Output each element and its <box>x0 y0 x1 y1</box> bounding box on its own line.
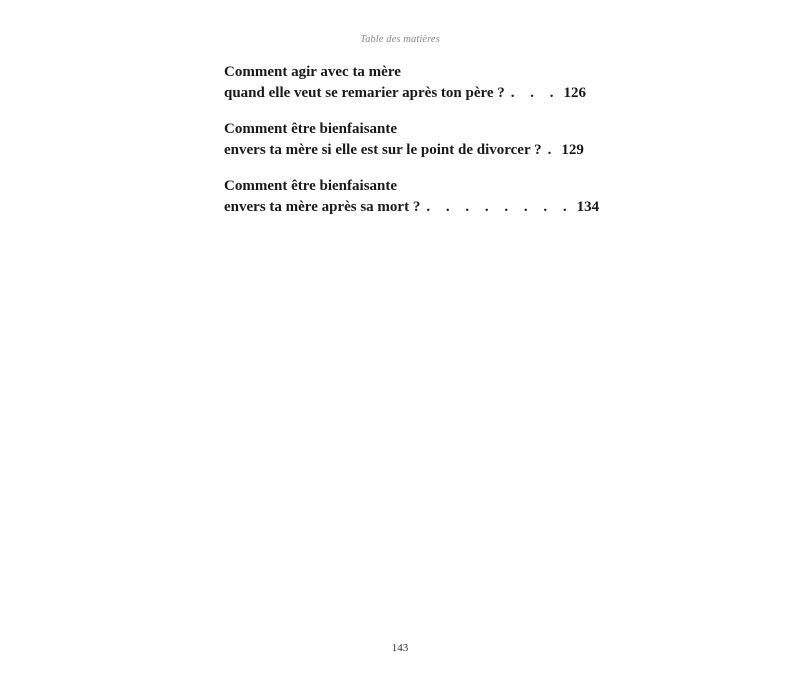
toc-page-number: 134 <box>576 199 600 215</box>
toc-entry[interactable] <box>224 62 587 104</box>
running-header: Table des matières <box>360 34 440 45</box>
toc-entry-title-line: Comment être bienfaisante <box>224 178 398 194</box>
dot-leader: . <box>547 142 558 158</box>
toc-entry-title-line: Comment être bienfaisante <box>224 121 398 137</box>
toc-entry-title-line: envers ta mère après sa mort ? <box>224 199 421 215</box>
toc-entry-title-line: quand elle veut se remarier après ton père ? <box>224 85 505 101</box>
dot-leader: . . . . . . . . <box>426 199 573 215</box>
table-of-contents <box>224 62 600 233</box>
toc-entry[interactable] <box>224 176 600 218</box>
toc-entry-title-line: Comment agir avec ta mère <box>224 64 401 80</box>
toc-entry-last-line <box>224 83 587 104</box>
toc-entry[interactable] <box>224 119 584 161</box>
toc-entry-last-line <box>224 197 600 218</box>
toc-page-number: 126 <box>563 85 587 101</box>
toc-entry-title-line: envers ta mère si elle est sur le point de divorcer ? <box>224 142 542 158</box>
toc-page-number: 129 <box>561 142 584 158</box>
dot-leader: . . . <box>510 85 560 101</box>
page-number: 143 <box>391 642 409 654</box>
toc-entry-last-line <box>224 140 584 161</box>
